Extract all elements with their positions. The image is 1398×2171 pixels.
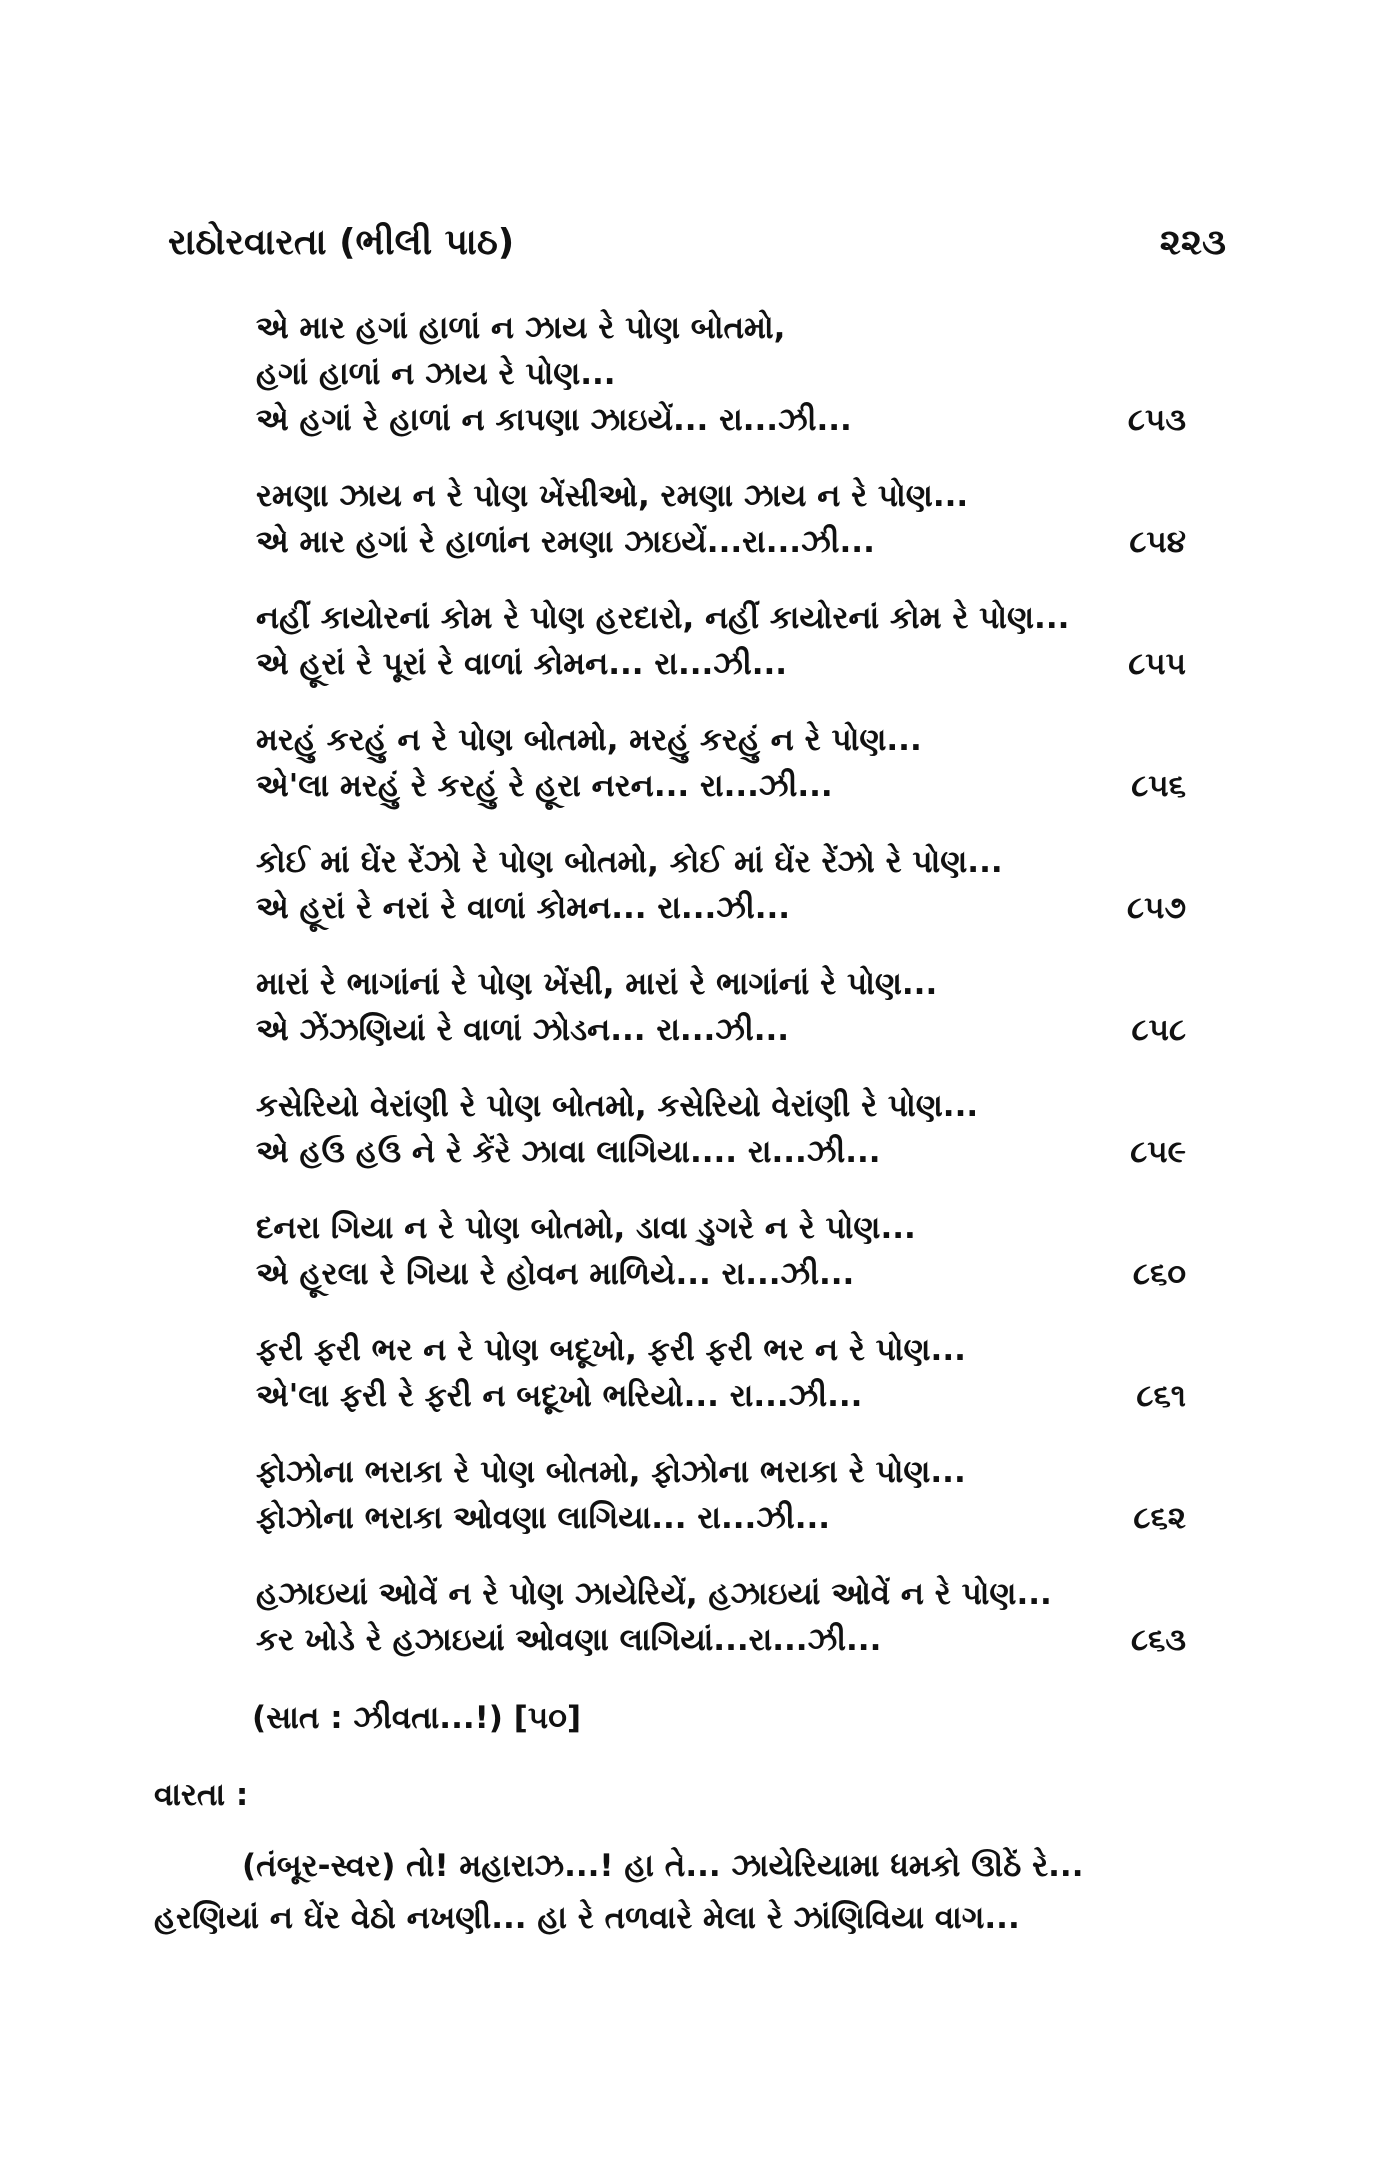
- verse-line-text: એ હૂરાં રે પૂરાં રે વાળાં કોમન... રા...ઝી...: [256, 646, 788, 682]
- verse-number: ૮૫૬: [1131, 768, 1186, 804]
- stanza: [256, 1449, 1186, 1541]
- verse-line: [256, 1571, 1186, 1617]
- verse-line-text: દનરા ગિયા ન રે પોણ બોતમો, ડાવા ડુગરે ન રે પોણ...: [256, 1210, 916, 1246]
- stanza: [256, 839, 1186, 931]
- stanza: [256, 961, 1186, 1053]
- verse-line: [256, 397, 1186, 443]
- verse-line: [256, 839, 1186, 885]
- verse-line-text: એ હૂરાં રે નરાં રે વાળાં કોમન... રા...ઝી...: [256, 890, 791, 926]
- verse-line-text: રમણા ઝાય ન રે પોણ ખેંસીઓ, રમણા ઝાય ન રે પોણ...: [256, 478, 969, 514]
- verse-number: ૮૫૭: [1127, 890, 1186, 926]
- verse-line-text: એ'લા મરહું રે કરહું રે હૂરા નરન... રા...ઝી...: [256, 768, 833, 804]
- verse-stanzas: [256, 305, 1186, 1693]
- verse-line: [256, 519, 1186, 565]
- verse-number: ૮૫૮: [1131, 1012, 1186, 1048]
- prose-line: (તંબૂર-સ્વર) તો! મહારાઝ...! હા તે... ઝાયેરિયામા ધમકો ઊઠેં રે...: [242, 1848, 1084, 1884]
- verse-line-text: એ ઝેંઝણિયાં રે વાળાં ઝોડન... રા...ઝી...: [256, 1012, 790, 1048]
- verse-line-text: એ હગાં રે હાળાં ન કાપણા ઝાઇયેં... રા...ઝી...: [256, 402, 852, 438]
- verse-line: [256, 1449, 1186, 1495]
- verse-line-text: મરહું કરહું ન રે પોણ બોતમો, મરહું કરહું ન રે પોણ...: [256, 722, 922, 758]
- verse-line-text: એ'લા ફરી રે ફરી ન બદૂખો ભરિયો... રા...ઝી...: [256, 1378, 863, 1414]
- verse-line-text: મારાં રે ભાગાંનાં રે પોણ ખેંસી, મારાં રે ભાગાંનાં રે પોણ...: [256, 966, 938, 1002]
- stanza: [256, 305, 1186, 443]
- verse-line-text: ફોઝોના ભરાકા ઓવણા લાગિયા... રા...ઝી...: [256, 1500, 831, 1536]
- stanza: [256, 1205, 1186, 1297]
- verse-line: [256, 595, 1186, 641]
- verse-line: [256, 641, 1186, 687]
- stanza: [256, 1571, 1186, 1663]
- verse-line: [256, 305, 1186, 351]
- verse-line-text: કોઈ માં ઘેંર રેંઝો રે પોણ બોતમો, કોઈ માં ઘેંર રેંઝો રે પોણ...: [256, 844, 1003, 880]
- prose-line: હરણિયાં ન ઘેંર વેઠો નખણી... હા રે તળવારે મેલા રે ઝાંણિવિયા વાગ...: [154, 1900, 1020, 1936]
- verse-number: ૮૬૦: [1132, 1256, 1186, 1292]
- verse-line: [256, 1129, 1186, 1175]
- verse-line: [256, 473, 1186, 519]
- verse-line-text: એ હઉ હઉ ને રે કેંરે ઝાવા લાગિયા.... રા...ઝી...: [256, 1134, 881, 1170]
- verse-line: [256, 961, 1186, 1007]
- verse-line: [256, 1251, 1186, 1297]
- prose-paragraph: [154, 1840, 1224, 1944]
- verse-line-text: હઝાઇયાં ઓવેં ન રે પોણ ઝાયેરિયેં, હઝાઇયાં ઓવેં ન રે પોણ...: [256, 1576, 1052, 1612]
- verse-line-text: એ માર હગાં હાળાં ન ઝાય રે પોણ બોતમો,: [256, 310, 786, 346]
- verse-number: ૮૬૨: [1133, 1500, 1186, 1536]
- stanza: [256, 595, 1186, 687]
- verse-line-text: નહીં કાયોરનાં કોમ રે પોણ હરદારો, નહીં કાયોરનાં કોમ રે પોણ...: [256, 600, 1070, 636]
- verse-line: [256, 1007, 1186, 1053]
- stanza: [256, 473, 1186, 565]
- stanza: [256, 1083, 1186, 1175]
- verse-number: ૮૬૩: [1130, 1622, 1186, 1658]
- stanza: [256, 1327, 1186, 1419]
- verse-line: [256, 1495, 1186, 1541]
- verse-line-text: હગાં હાળાં ન ઝાય રે પોણ...: [256, 356, 616, 392]
- page-number: ૨૨૩: [1159, 222, 1226, 263]
- verse-number: ૮૫૫: [1128, 646, 1186, 682]
- verse-line-text: એ હૂરલા રે ગિયા રે હોવન માળિયે... રા...ઝી...: [256, 1256, 855, 1292]
- verse-line-text: એ માર હગાં રે હાળાંન રમણા ઝાઇયેં...રા...ઝી...: [256, 524, 875, 560]
- verse-number: ૮૫૪: [1129, 524, 1186, 560]
- verse-number: ૮૫૩: [1127, 402, 1186, 438]
- verse-line: [256, 1373, 1186, 1419]
- verse-line-text: ફરી ફરી ભર ન રે પોણ બદૂખો, ફરી ફરી ભર ન રે પોણ...: [256, 1332, 966, 1368]
- verse-line: [256, 717, 1186, 763]
- verse-line: [256, 1327, 1186, 1373]
- verse-line: [256, 763, 1186, 809]
- running-header-title: રાઠોરવારતા (ભીલી પાઠ): [168, 222, 515, 263]
- verse-line: [256, 351, 1186, 397]
- verse-number: ૮૫૯: [1130, 1134, 1186, 1170]
- song-closing-note: (સાત : ઝીવતા...!) [૫૦]: [252, 1700, 582, 1736]
- stanza: [256, 717, 1186, 809]
- verse-line-text: કસેરિયો વેરાંણી રે પોણ બોતમો, કસેરિયો વેરાંણી રે પોણ...: [256, 1088, 979, 1124]
- verse-line-text: ફોઝોના ભરાકા રે પોણ બોતમો, ફોઝોના ભરાકા રે પોણ...: [256, 1454, 966, 1490]
- verse-line-text: કર ખોડે રે હઝાઇયાં ઓવણા લાગિયાં...રા...ઝી...: [256, 1622, 882, 1658]
- section-heading: વારતા :: [154, 1777, 249, 1813]
- verse-number: ૮૬૧: [1136, 1378, 1186, 1414]
- verse-line: [256, 1083, 1186, 1129]
- verse-line: [256, 1617, 1186, 1663]
- verse-line: [256, 1205, 1186, 1251]
- verse-line: [256, 885, 1186, 931]
